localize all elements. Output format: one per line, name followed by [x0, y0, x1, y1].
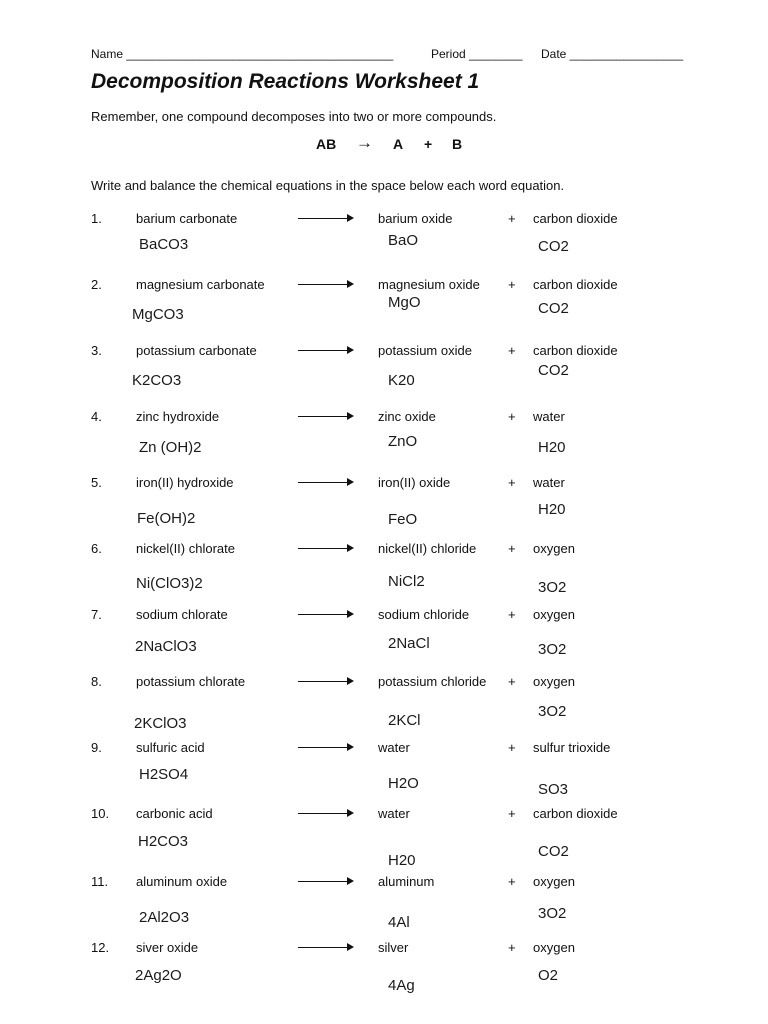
plus-sign: + [508, 475, 516, 490]
answer-product1[interactable]: H20 [388, 852, 416, 869]
product2-word: carbon dioxide [533, 211, 618, 226]
general-equation-a: A [393, 136, 404, 152]
plus-sign: + [508, 409, 516, 424]
problem-number: 2. [91, 277, 102, 292]
problem-number: 7. [91, 607, 102, 622]
problem-number: 6. [91, 541, 102, 556]
answer-product2[interactable]: CO2 [538, 238, 569, 255]
general-equation-b: B [452, 136, 463, 152]
reactant-word: potassium chlorate [136, 674, 246, 689]
problem-number: 10. [91, 806, 110, 821]
answer-product2[interactable]: 3O2 [538, 703, 567, 720]
plus-sign: + [508, 806, 516, 821]
reaction-arrow-icon [298, 482, 352, 483]
answer-product1[interactable]: NiCl2 [388, 573, 425, 590]
problem-number: 9. [91, 740, 102, 755]
reaction-arrow-icon [298, 614, 352, 615]
answer-product2[interactable]: CO2 [538, 362, 569, 379]
general-equation-plus: + [424, 136, 433, 152]
reaction-arrow-icon [298, 350, 352, 351]
product2-word: water [533, 409, 565, 424]
reactant-word: potassium carbonate [136, 343, 257, 358]
answer-product2[interactable]: O2 [538, 967, 559, 984]
answer-reactant[interactable]: H2SO4 [139, 766, 189, 783]
answer-product2[interactable]: CO2 [538, 300, 569, 317]
answer-reactant[interactable]: 2KClO3 [134, 715, 187, 732]
answer-product2[interactable]: CO2 [538, 843, 569, 860]
product2-word: water [533, 475, 565, 490]
reaction-arrow-icon [298, 747, 352, 748]
product2-word: carbon dioxide [533, 277, 618, 292]
answer-product1[interactable]: FeO [388, 511, 418, 528]
general-equation-ab: AB [316, 136, 337, 152]
general-equation-arrow-icon: → [356, 133, 373, 152]
plus-sign: + [508, 740, 516, 755]
plus-sign: + [508, 674, 516, 689]
problem-number: 3. [91, 343, 102, 358]
answer-reactant[interactable]: 2NaClO3 [135, 638, 197, 655]
answer-reactant[interactable]: 2Al2O3 [139, 909, 190, 926]
answer-product1[interactable]: 4Ag [388, 977, 415, 994]
answer-reactant[interactable]: MgCO3 [132, 306, 184, 323]
plus-sign: + [508, 277, 516, 292]
plus-sign: + [508, 343, 516, 358]
problem-number: 1. [91, 211, 102, 226]
answer-reactant[interactable]: 2Ag2O [135, 967, 182, 984]
reactant-word: barium carbonate [136, 211, 238, 226]
reaction-arrow-icon [298, 218, 352, 219]
reactant-word: nickel(II) chlorate [136, 541, 235, 556]
reaction-arrow-icon [298, 284, 352, 285]
reactant-word: sodium chlorate [136, 607, 228, 622]
answer-product1[interactable]: 4Al [388, 914, 410, 931]
reaction-arrow-icon [298, 881, 352, 882]
answer-product1[interactable]: K20 [388, 372, 415, 389]
answer-reactant[interactable]: H2CO3 [138, 833, 189, 850]
intro-text: Remember, one compound decomposes into two or more compounds. [91, 109, 497, 124]
plus-sign: + [508, 541, 516, 556]
product1-word: silver [378, 940, 409, 955]
reactant-word: siver oxide [136, 940, 199, 955]
product1-word: aluminum [378, 874, 435, 889]
plus-sign: + [508, 607, 516, 622]
worksheet-title: Decomposition Reactions Worksheet 1 [91, 70, 480, 93]
reaction-arrow-icon [298, 548, 352, 549]
answer-product2[interactable]: 3O2 [538, 579, 567, 596]
answer-reactant[interactable]: Fe(OH)2 [137, 510, 196, 527]
product1-word: magnesium oxide [378, 277, 480, 292]
reactant-word: carbonic acid [136, 806, 213, 821]
product2-word: oxygen [533, 874, 575, 889]
answer-product1[interactable]: 2KCl [388, 712, 421, 729]
product1-word: iron(II) oxide [378, 475, 451, 490]
product1-word: water [378, 740, 410, 755]
answer-reactant[interactable]: K2CO3 [132, 372, 182, 389]
reactant-word: magnesium carbonate [136, 277, 265, 292]
reaction-arrow-icon [298, 947, 352, 948]
date-field-label: Date _________________ [541, 47, 684, 61]
plus-sign: + [508, 211, 516, 226]
problem-number: 5. [91, 475, 102, 490]
instructions-text: Write and balance the chemical equations in the space below each word equation. [91, 178, 565, 193]
product1-word: water [378, 806, 410, 821]
period-field-label: Period ________ [431, 47, 523, 61]
plus-sign: + [508, 940, 516, 955]
answer-product1[interactable]: ZnO [388, 433, 418, 450]
product2-word: oxygen [533, 607, 575, 622]
answer-reactant[interactable]: Ni(ClO3)2 [136, 575, 203, 592]
product1-word: nickel(II) chloride [378, 541, 477, 556]
product1-word: potassium chloride [378, 674, 487, 689]
reaction-arrow-icon [298, 416, 352, 417]
product2-word: carbon dioxide [533, 806, 618, 821]
answer-product2[interactable]: H20 [538, 501, 566, 518]
answer-product2[interactable]: 3O2 [538, 641, 567, 658]
product2-word: oxygen [533, 674, 575, 689]
product1-word: zinc oxide [378, 409, 436, 424]
problem-number: 4. [91, 409, 102, 424]
reaction-arrow-icon [298, 813, 352, 814]
product1-word: barium oxide [378, 211, 453, 226]
plus-sign: + [508, 874, 516, 889]
answer-reactant[interactable]: BaCO3 [139, 236, 189, 253]
answer-product1[interactable]: BaO [388, 232, 419, 249]
answer-product2[interactable]: H20 [538, 439, 566, 456]
product2-word: oxygen [533, 541, 575, 556]
reactant-word: zinc hydroxide [136, 409, 220, 424]
answer-product2[interactable]: SO3 [538, 781, 569, 798]
answer-product1[interactable]: MgO [388, 294, 421, 311]
name-field-label: Name ________________________________________ [91, 47, 394, 61]
reactant-word: aluminum oxide [136, 874, 228, 889]
problem-number: 8. [91, 674, 102, 689]
answer-product1[interactable]: 2NaCl [388, 635, 430, 652]
product2-word: oxygen [533, 940, 575, 955]
answer-product1[interactable]: H2O [388, 775, 419, 792]
reactant-word: sulfuric acid [136, 740, 205, 755]
problem-number: 11. [91, 874, 109, 889]
product1-word: potassium oxide [378, 343, 472, 358]
answer-reactant[interactable]: Zn (OH)2 [139, 439, 202, 456]
product2-word: sulfur trioxide [533, 740, 611, 755]
problem-number: 12. [91, 940, 110, 955]
product2-word: carbon dioxide [533, 343, 618, 358]
product1-word: sodium chloride [378, 607, 470, 622]
reactant-word: iron(II) hydroxide [136, 475, 234, 490]
reaction-arrow-icon [298, 681, 352, 682]
answer-product2[interactable]: 3O2 [538, 905, 567, 922]
